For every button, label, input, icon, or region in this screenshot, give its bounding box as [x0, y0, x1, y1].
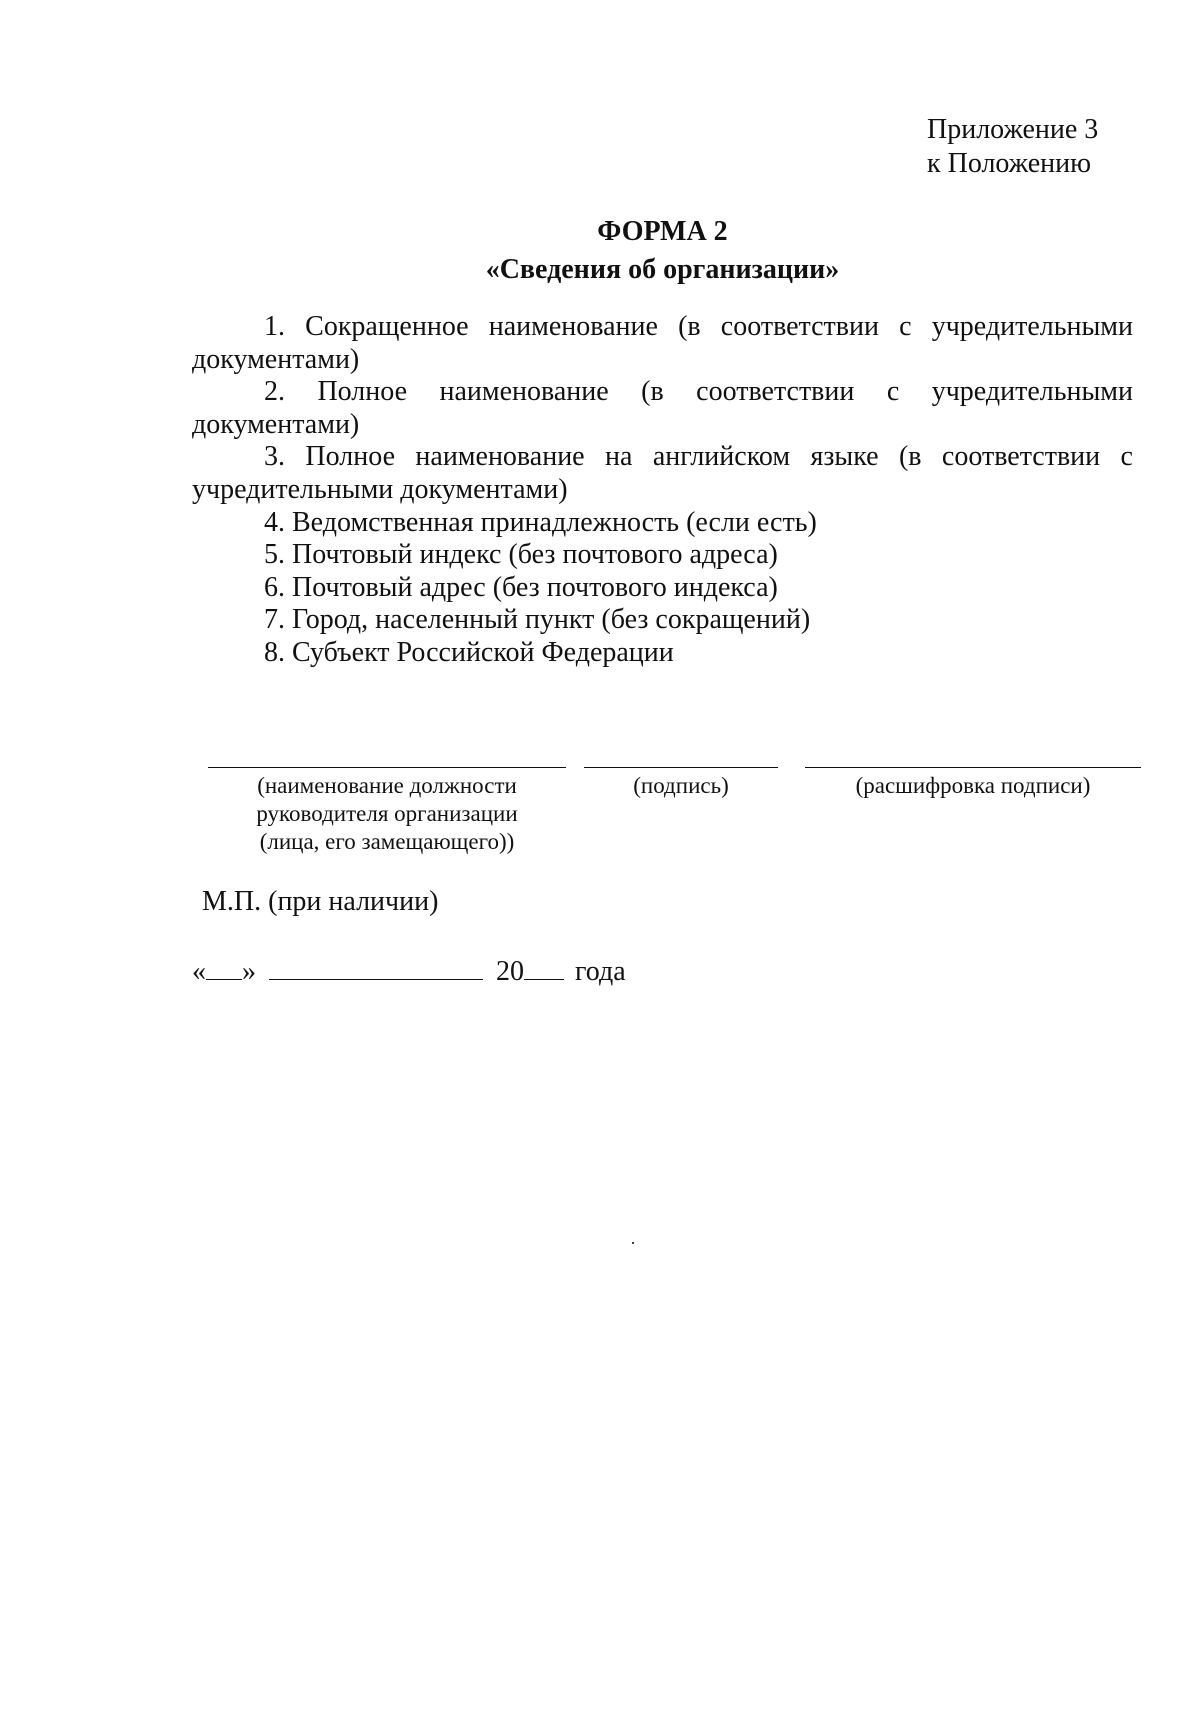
item-list: [192, 311, 1133, 670]
list-item: 5. Почтовый индекс (без почтового адреса): [264, 539, 778, 571]
list-item: 2. Полное наименование (в соответствии с учредительными документами): [192, 376, 1133, 440]
annex-line-2: к Положению: [927, 148, 1092, 179]
annex-reference: [927, 113, 1098, 181]
month-blank[interactable]: [269, 953, 483, 980]
year-blank[interactable]: [524, 953, 564, 980]
decoding-signature-line[interactable]: [805, 767, 1141, 768]
date-open-quote: «: [192, 956, 206, 987]
form-heading: [192, 213, 1133, 289]
list-item: 1. Сокращенное наименование (в соответствии с учредительными документами): [192, 311, 1133, 375]
position-caption-line-1: (наименование должности: [257, 773, 517, 798]
list-item: 6. Почтовый адрес (без почтового индекса): [264, 571, 778, 603]
position-caption-line-3: (лица, его замещающего)): [259, 829, 515, 854]
list-item: 7. Город, населенный пункт (без сокращений): [264, 604, 811, 636]
year-word: года: [575, 956, 626, 987]
list-item: 8. Субъект Российской Федерации: [264, 636, 674, 668]
scan-speck: [632, 1242, 634, 1244]
form-number: ФОРМА 2: [597, 216, 728, 247]
position-signature-line[interactable]: [208, 767, 566, 768]
decoding-caption-text: (расшифровка подписи): [855, 773, 1091, 798]
stamp-note: М.П. (при наличии): [202, 886, 439, 917]
list-item: 4. Ведомственная принадлежность (если есть): [264, 506, 817, 538]
decoding-caption: [805, 772, 1141, 800]
list-item: 3. Полное наименование на английском языке (в соответствии с учредительными документами): [192, 441, 1133, 505]
date-close-quote: »: [242, 956, 256, 987]
signature-line[interactable]: [584, 767, 778, 768]
annex-line-1: Приложение 3: [927, 114, 1099, 145]
position-caption: [218, 772, 556, 856]
form-title: «Сведения об организации»: [485, 254, 840, 285]
year-prefix: 20: [496, 956, 524, 987]
signature-caption: [584, 772, 778, 800]
signature-caption-text: (подпись): [633, 773, 729, 798]
position-caption-line-2: руководителя организации: [256, 801, 518, 826]
date-line: [192, 953, 626, 989]
day-blank[interactable]: [206, 953, 242, 980]
